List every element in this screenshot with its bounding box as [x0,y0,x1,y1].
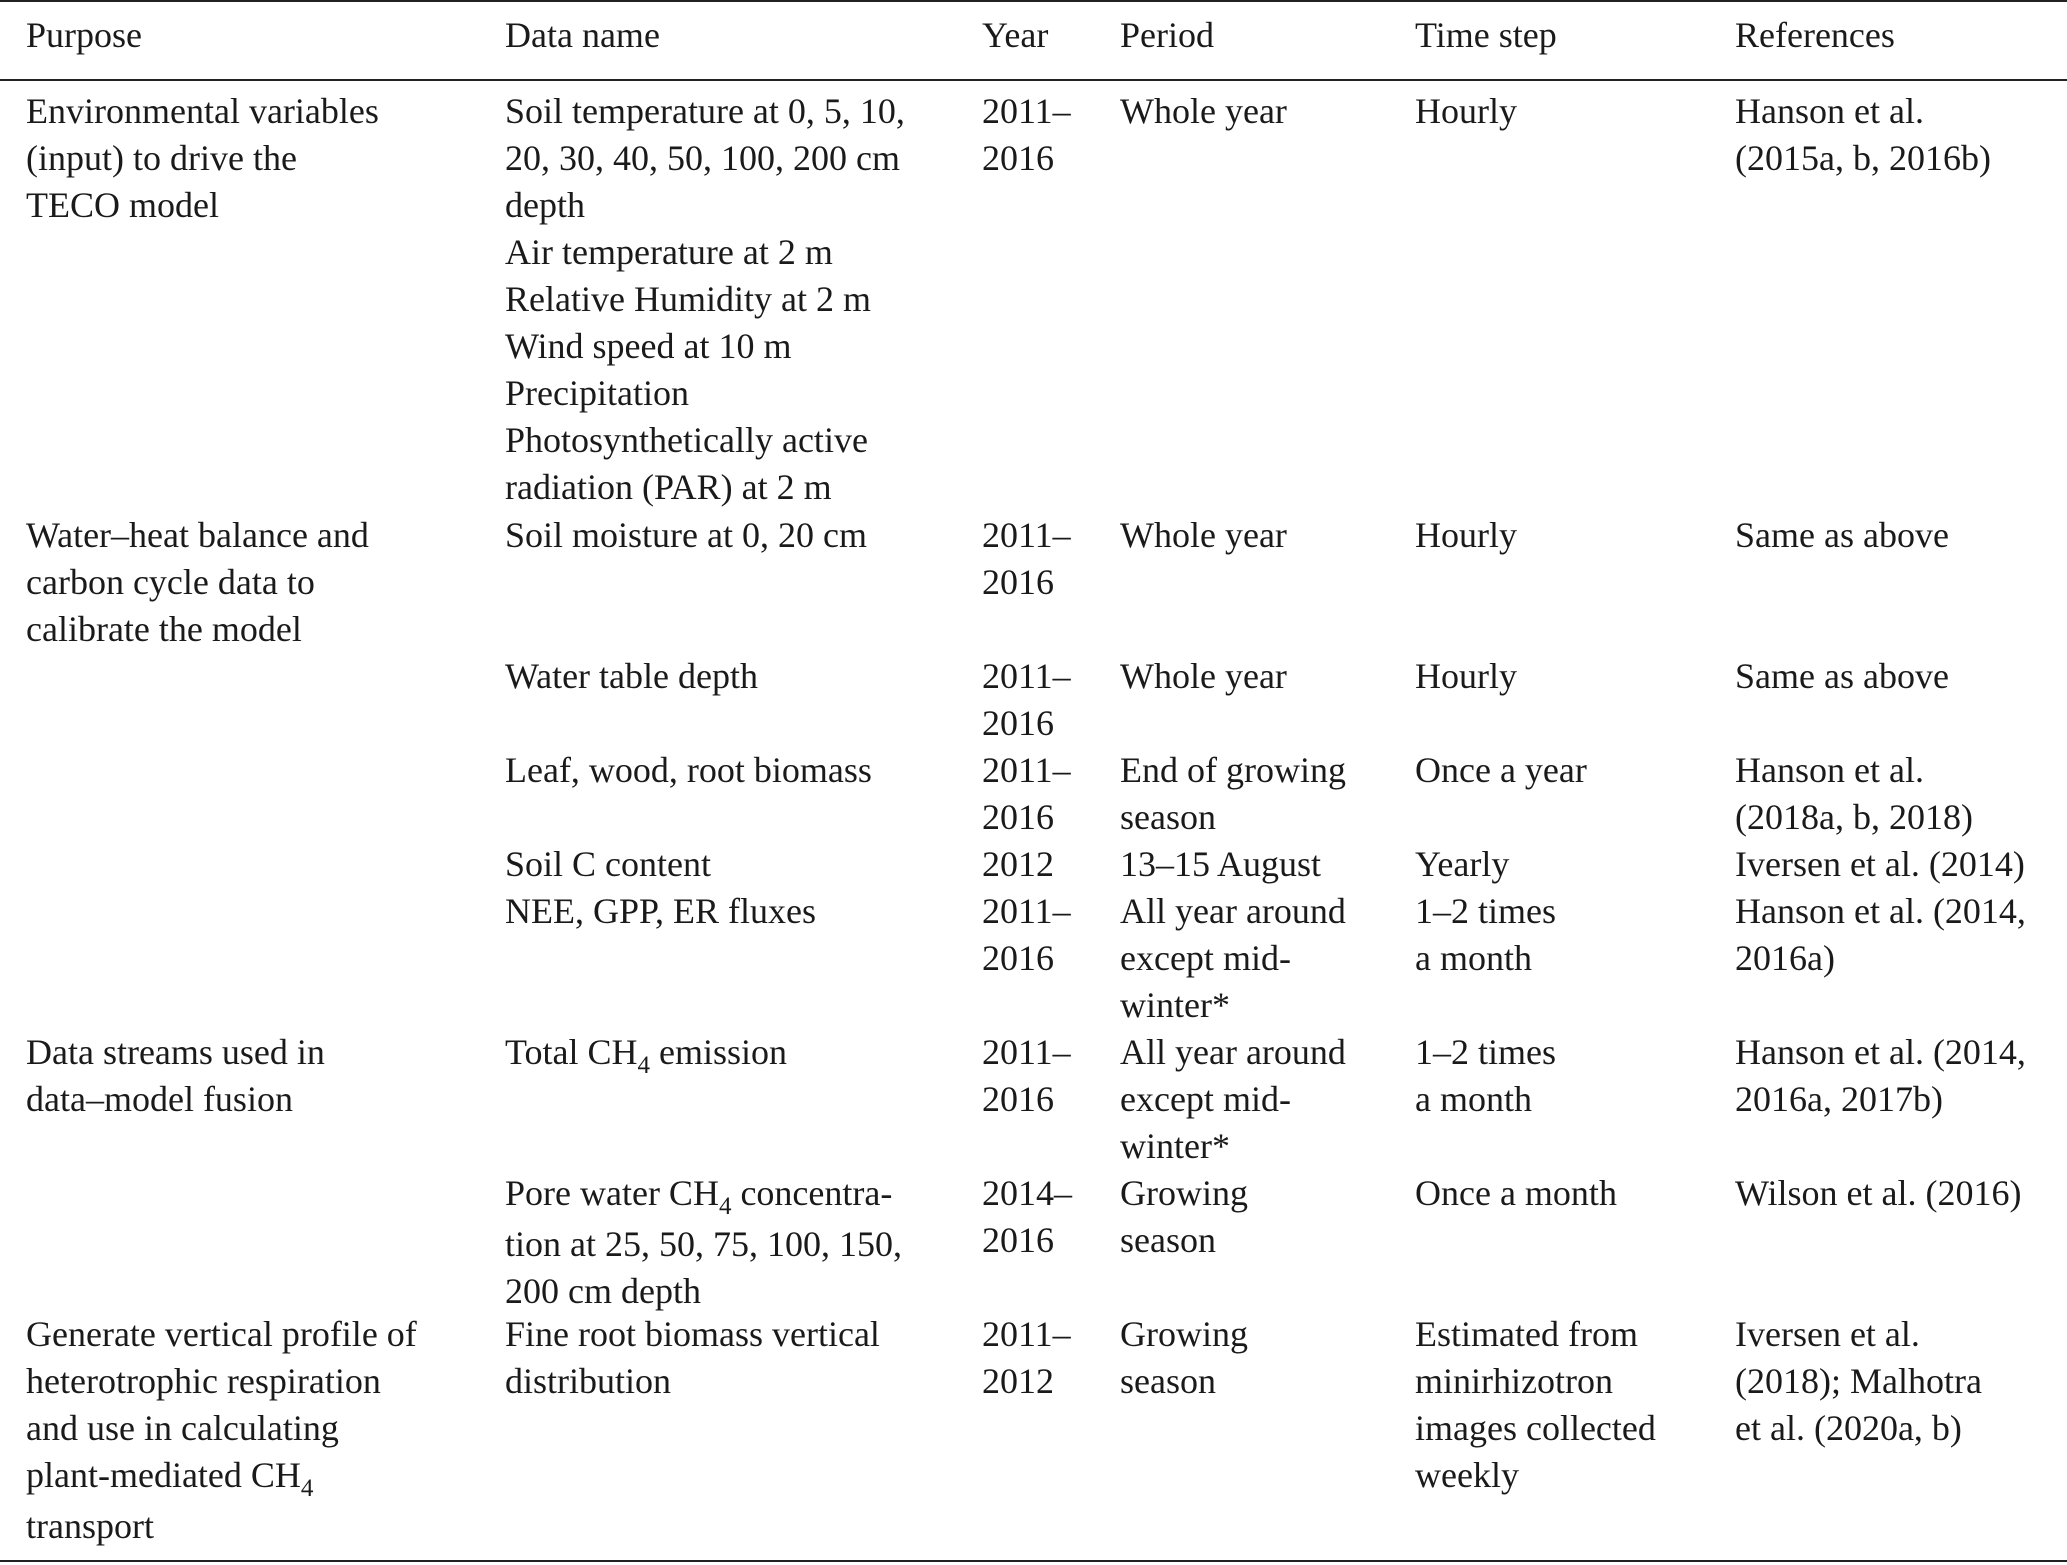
cell-references: Same as above [1735,515,1949,555]
cell-purpose: Data streams used in data–model fusion [26,1032,325,1119]
cell-time-step: Estimated from minirhizotron images collected weekly [1415,1314,1656,1495]
cell-year: 2011– 2016 [982,515,1071,602]
header-purpose: Purpose [26,15,142,55]
header-year: Year [982,15,1049,55]
cell-purpose: Environmental variables (input) to drive the TECO model [26,91,379,225]
table-bottom-rule [0,1560,2067,1562]
cell-year: 2011– 2016 [982,91,1071,178]
cell-period: Whole year [1120,515,1287,555]
header-period: Period [1120,15,1214,55]
cell-period: Growing season [1120,1173,1248,1260]
cell-period: Whole year [1120,91,1287,131]
cell-year: 2011– 2016 [982,891,1071,978]
cell-period: All year around except mid- winter* [1120,1032,1346,1166]
cell-references: Iversen et al. (2014) [1735,844,2025,884]
data-name-text: emission [649,1032,787,1072]
header-time-step: Time step [1415,15,1557,55]
header-data-name: Data name [505,15,660,55]
cell-time-step: Hourly [1415,515,1517,555]
cell-time-step: 1–2 times a month [1415,1032,1556,1119]
cell-time-step: Once a month [1415,1173,1617,1213]
data-name-text: tion at 25, 50, 75, 100, 150, 200 cm depth [505,1224,902,1311]
cell-year: 2011– 2016 [982,750,1071,837]
subscript-4: 4 [637,1052,650,1079]
table-top-rule [0,0,2067,2]
data-name-text: Total CH [505,1032,638,1072]
cell-references: Same as above [1735,656,1949,696]
subscript-4: 4 [300,1475,314,1502]
cell-data-name: Soil C content [505,844,711,884]
cell-year: 2012 [982,844,1054,884]
cell-time-step: Yearly [1415,844,1510,884]
purpose-text: transport [26,1506,154,1546]
cell-time-step: 1–2 times a month [1415,891,1556,978]
cell-data-name: Leaf, wood, root biomass [505,750,872,790]
cell-data-name: Water table depth [505,656,758,696]
cell-references: Hanson et al. (2018a, b, 2018) [1735,750,1973,837]
cell-data-name [505,1029,787,1080]
cell-time-step: Hourly [1415,656,1517,696]
cell-references: Wilson et al. (2016) [1735,1173,2022,1213]
cell-data-name: NEE, GPP, ER fluxes [505,891,817,931]
header-references: References [1735,15,1895,55]
cell-period: End of growing season [1120,750,1346,837]
cell-time-step: Hourly [1415,91,1517,131]
subscript-4: 4 [718,1193,732,1220]
cell-period: All year around except mid- winter* [1120,891,1346,1025]
cell-year: 2011– 2016 [982,1032,1071,1119]
cell-purpose [26,1311,417,1550]
data-name-text: concentra- [731,1173,893,1213]
cell-year: 2011– 2016 [982,656,1071,743]
cell-period: 13–15 August [1120,844,1322,884]
cell-data-name: Soil temperature at 0, 5, 10, 20, 30, 40, 50, 100, 200 cm depth Air temperature at 2 m Relative Humidity at 2 m Wind speed at 10 m Precipitation Photosynthetically active radiation (PAR) at 2 m [505,91,905,507]
cell-data-name: Soil moisture at 0, 20 cm [505,515,867,555]
cell-data-name [505,1170,902,1315]
data-name-text: Pore water CH [505,1173,719,1213]
cell-data-name: Fine root biomass vertical distribution [505,1314,880,1401]
cell-period: Whole year [1120,656,1287,696]
cell-time-step: Once a year [1415,750,1587,790]
cell-references: Iversen et al. (2018); Malhotra et al. (2020a, b) [1735,1314,1982,1448]
purpose-text: plant-mediated CH [26,1455,301,1495]
table-header-rule [0,79,2067,81]
cell-year: 2011– 2012 [982,1314,1071,1401]
cell-references: Hanson et al. (2014, 2016a, 2017b) [1735,1032,2026,1119]
cell-period: Growing season [1120,1314,1248,1401]
purpose-text: Generate vertical profile of heterotrophic respiration and use in calculating [26,1314,417,1448]
cell-references: Hanson et al. (2014, 2016a) [1735,891,2026,978]
cell-purpose: Water–heat balance and carbon cycle data to calibrate the model [26,515,369,649]
cell-references: Hanson et al. (2015a, b, 2016b) [1735,91,1991,178]
cell-year: 2014– 2016 [982,1173,1072,1260]
